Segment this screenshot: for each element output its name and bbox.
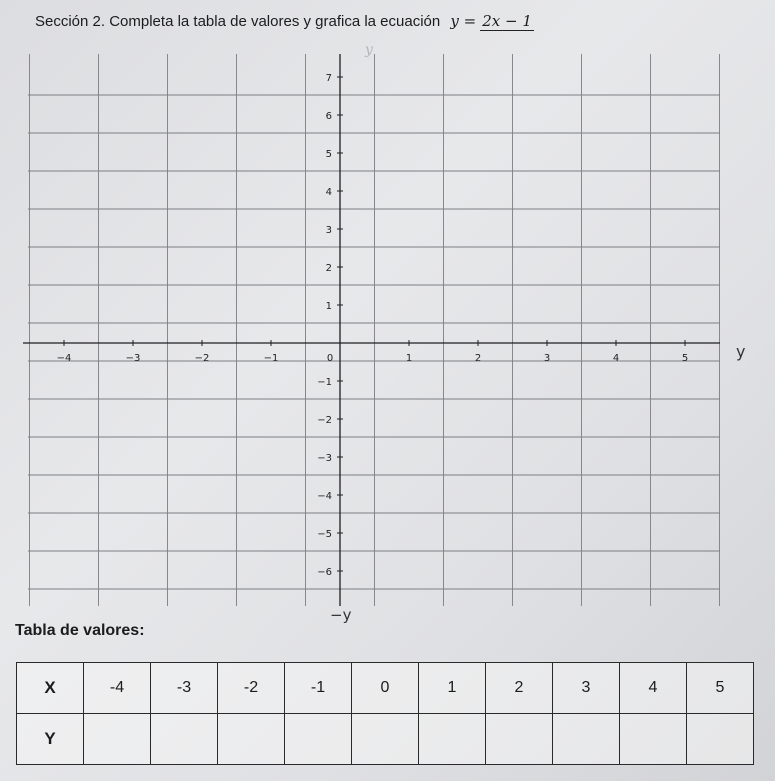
y-header-cell: Y — [17, 714, 84, 765]
y-tick-label: 3 — [325, 225, 332, 236]
y-value-cell[interactable] — [486, 714, 553, 765]
y-tick-label: −1 — [317, 377, 332, 388]
y-tick-label: −2 — [317, 415, 332, 426]
x-value-cell: 1 — [419, 663, 486, 714]
x-value-cell: -4 — [84, 663, 151, 714]
y-tick-label: −5 — [317, 529, 332, 540]
axis-right-label: y — [736, 342, 746, 361]
y-tick-label: 7 — [325, 73, 332, 84]
y-tick-label: 1 — [325, 301, 332, 312]
values-table — [16, 662, 754, 765]
x-tick-label: 2 — [474, 353, 482, 364]
x-value-cell: 3 — [553, 663, 620, 714]
axis-bottom-label: −y — [330, 606, 352, 624]
equation-rhs: 2x − 1 — [482, 12, 532, 30]
x-value-cell: -3 — [151, 663, 218, 714]
y-tick-label: 4 — [325, 187, 332, 198]
x-value-cell: -1 — [285, 663, 352, 714]
x-value-cell: -2 — [218, 663, 285, 714]
x-tick-label: 0 — [326, 353, 334, 364]
section-instruction — [35, 12, 534, 30]
x-tick-label: 1 — [405, 353, 413, 364]
faint-y-label: y — [365, 42, 373, 58]
y-value-cell[interactable] — [285, 714, 352, 765]
x-tick-label: −4 — [56, 353, 72, 364]
y-tick-label: 6 — [325, 111, 332, 122]
equation-lhs: y = — [450, 12, 477, 30]
y-value-cell[interactable] — [687, 714, 754, 765]
y-tick-label: 2 — [325, 263, 332, 274]
x-tick-label: −3 — [125, 353, 141, 364]
y-tick-label: −3 — [317, 453, 332, 464]
y-row — [17, 714, 754, 765]
x-header-cell: X — [17, 663, 84, 714]
x-tick-label: −2 — [194, 353, 210, 364]
equation — [450, 12, 533, 30]
y-value-cell[interactable] — [419, 714, 486, 765]
x-row — [17, 663, 754, 714]
y-tick-label: −6 — [317, 567, 332, 578]
y-value-cell[interactable] — [620, 714, 687, 765]
x-value-cell: 5 — [687, 663, 754, 714]
x-value-cell: 0 — [352, 663, 419, 714]
y-value-cell[interactable] — [352, 714, 419, 765]
y-value-cell[interactable] — [553, 714, 620, 765]
x-tick-label: 5 — [681, 353, 689, 364]
x-tick-label: 3 — [543, 353, 551, 364]
x-value-cell: 2 — [486, 663, 553, 714]
y-value-cell[interactable] — [218, 714, 285, 765]
coordinate-plane-svg[interactable] — [0, 40, 775, 610]
x-tick-label: −1 — [263, 353, 279, 364]
instruction-text: Sección 2. Completa la tabla de valores y grafica la ecuación — [35, 13, 441, 30]
coordinate-plane[interactable] — [0, 40, 775, 615]
y-value-cell[interactable] — [84, 714, 151, 765]
y-value-cell[interactable] — [151, 714, 218, 765]
x-value-cell: 4 — [620, 663, 687, 714]
y-tick-label: 5 — [325, 149, 332, 160]
y-tick-label: −4 — [317, 491, 332, 502]
table-title: Tabla de valores: — [15, 622, 145, 639]
x-tick-label: 4 — [612, 353, 620, 364]
